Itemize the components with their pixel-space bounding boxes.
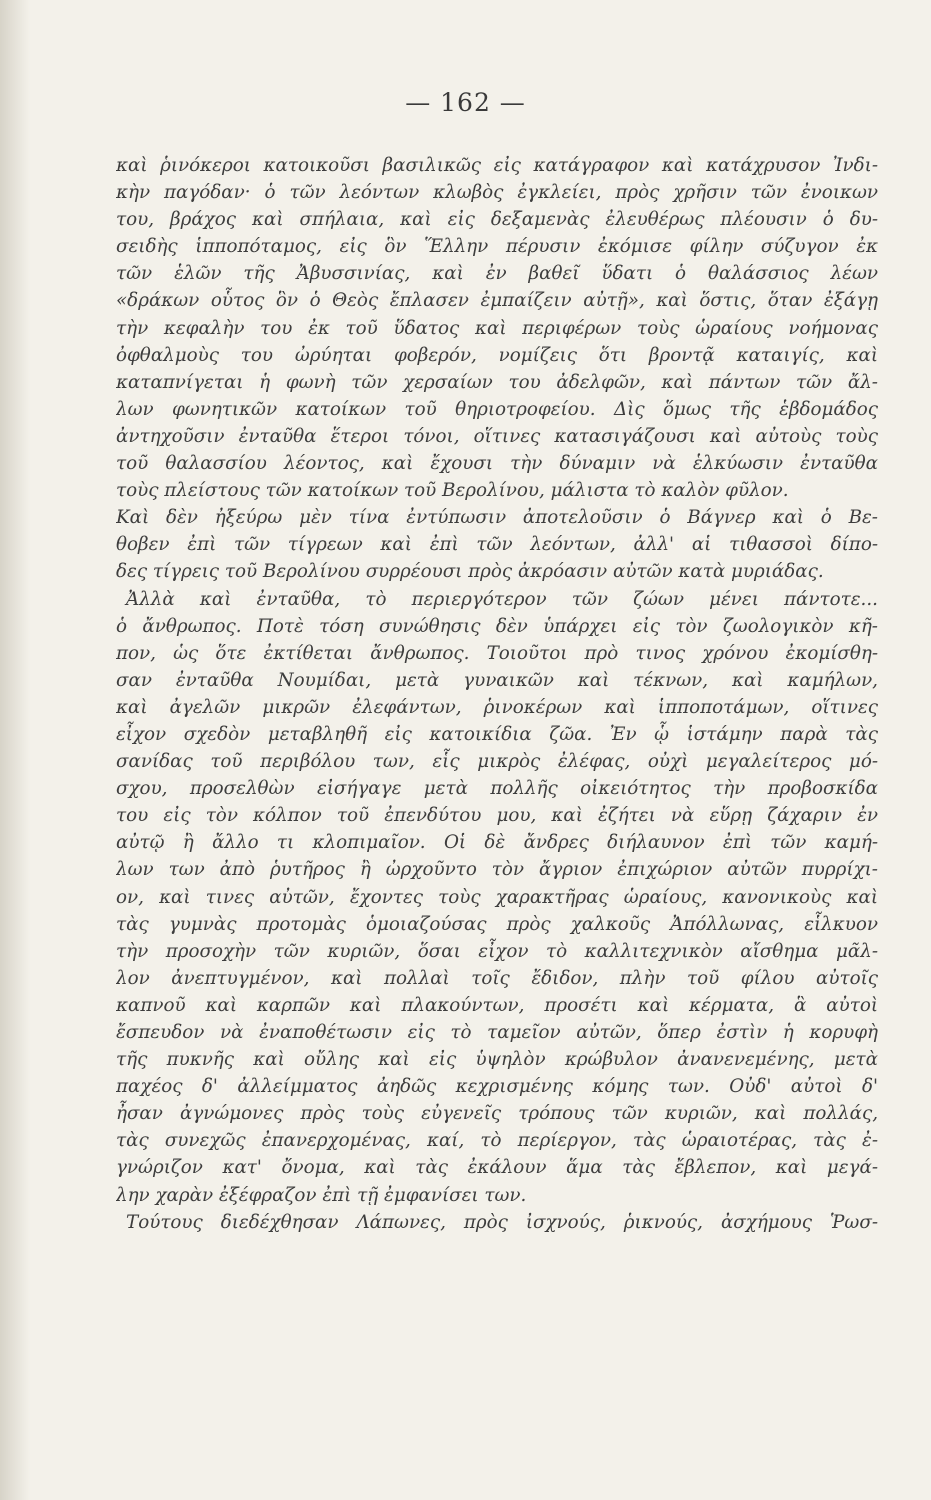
text-line: του, βράχος καὶ σπήλαια, καὶ εἰς δεξαμενὰς ἐλευθέρως πλέουσιν ὁ δυ- (116, 209, 878, 231)
text-line: τοὺς πλείστους τῶν κατοίκων τοῦ Βερολίνου, μάλιστα τὸ καλὸν φῦλον. (116, 480, 789, 502)
text-line: Καὶ δὲν ἠξεύρω μὲν τίνα ἐντύπωσιν ἀποτελοῦσιν ὁ Βάγνερ καὶ ὁ Βε- (116, 507, 878, 529)
text-line: θοβεν ἐπὶ τῶν τίγρεων καὶ ἐπὶ τῶν λεόντων, ἀλλ' αἱ τιθασσοὶ δίπο- (116, 534, 878, 556)
text-line: λην χαρὰν ἐξέφραζον ἐπὶ τῇ ἐμφανίσει των. (116, 1184, 527, 1206)
text-line: τὰς συνεχῶς ἐπανερχομένας, καί, τὸ περίεργον, τὰς ὡραιοτέρας, τὰς ἐ- (116, 1130, 878, 1152)
text-line: καὶ ἀγελῶν μικρῶν ἐλεφάντων, ῥινοκέρων καὶ ἱπποποτάμων, οἵτινες (116, 696, 878, 718)
page-gutter-shadow (0, 0, 30, 1500)
text-line: τῶν ἑλῶν τῆς Ἀβυσσινίας, καὶ ἐν βαθεῖ ὕδατι ὁ θαλάσσιος λέων (116, 263, 878, 285)
text-line: ον, καὶ τινες αὐτῶν, ἔχοντες τοὺς χαρακτῆρας ὡραίους, κανονικοὺς καὶ (116, 886, 878, 908)
text-line: σανίδας τοῦ περιβόλου των, εἷς μικρὸς ἐλέφας, οὐχὶ μεγαλείτερος μό- (116, 751, 878, 773)
text-line: καὶ ῥινόκεροι κατοικοῦσι βασιλικῶς εἰς κατάγραφον καὶ κατάχρυσον Ἰνδι- (116, 155, 878, 176)
text-line: εἶχον σχεδὸν μεταβληθῆ εἰς κατοικίδια ζῶα. Ἐν ᾧ ἱστάμην παρὰ τὰς (116, 723, 878, 745)
text-line: σχου, προσελθὼν εἰσήγαγε μετὰ πολλῆς οἰκειότητος τὴν προβοσκίδα (116, 778, 878, 800)
text-line: γνώριζον κατ' ὄνομα, καὶ τὰς ἐκάλουν ἅμα τὰς ἔβλεπον, καὶ μεγά- (116, 1157, 878, 1179)
page-text-body (116, 152, 878, 1236)
text-line: ὀφθαλμοὺς του ὠρύηται φοβερόν, νομίζεις ὅτι βροντᾷ καταιγίς, καὶ (116, 344, 878, 366)
text-line: Τούτους διεδέχθησαν Λάπωνες, πρὸς ἰσχνούς, ῥικνούς, ἀσχήμους Ῥωσ- (126, 1211, 878, 1233)
text-line: «δράκων οὗτος ὃν ὁ Θεὸς ἔπλασεν ἐμπαίζειν αὐτῇ», καὶ ὅστις, ὅταν ἐξάγῃ (116, 290, 878, 312)
text-line: αὐτῷ ἢ ἄλλο τι κλοπιμαῖον. Οἱ δὲ ἄνδρες διήλαυνον ἐπὶ τῶν καμή- (116, 832, 878, 854)
page-number: — 162 — (405, 88, 526, 117)
text-line: τὴν προσοχὴν τῶν κυριῶν, ὅσαι εἶχον τὸ καλλιτεχνικὸν αἴσθημα μᾶλ- (116, 940, 878, 962)
text-line: λον ἀνεπτυγμένον, καὶ πολλαὶ τοῖς ἔδιδον, πλὴν τοῦ φίλου αὐτοῖς (116, 967, 878, 989)
text-line: λων των ἀπὸ ῥυτῆρος ἢ ὠρχοῦντο τὸν ἄγριον ἐπιχώριον αὐτῶν πυρρίχι- (116, 859, 878, 881)
text-line: ἔσπευδον νὰ ἐναποθέτωσιν εἰς τὸ ταμεῖον αὐτῶν, ὅπερ ἐστὶν ἡ κορυφὴ (116, 1022, 878, 1043)
text-line: Ἀλλὰ καὶ ἐνταῦθα, τὸ περιεργότερον τῶν ζώων μένει πάντοτε... (126, 588, 878, 610)
text-line: καπνοῦ καὶ καρπῶν καὶ πλακούντων, προσέτι καὶ κέρματα, ἃ αὐτοὶ (116, 994, 878, 1016)
text-line: ὁ ἄνθρωπος. Ποτὲ τόση συνώθησις δὲν ὑπάρχει εἰς τὸν ζωολογικὸν κῆ- (116, 615, 878, 637)
text-line: τὴν κεφαλὴν του ἐκ τοῦ ὕδατος καὶ περιφέρων τοὺς ὡραίους νοήμονας (116, 317, 878, 339)
text-line: σειδὴς ἱπποπόταμος, εἰς ὃν Ἕλλην πέρυσιν ἐκόμισε φίλην σύζυγον ἐκ (116, 236, 878, 258)
text-line: σαν ἐνταῦθα Νουμίδαι, μετὰ γυναικῶν καὶ τέκνων, καὶ καμήλων, (116, 669, 878, 691)
text-line: του εἰς τὸν κόλπον τοῦ ἐπενδύτου μου, καὶ ἐζήτει νὰ εὕρῃ ζάχαριν ἐν (116, 805, 878, 827)
text-line: πον, ὡς ὅτε ἐκτίθεται ἄνθρωπος. Τοιοῦτοι πρὸ τινος χρόνου ἐκομίσθη- (116, 642, 878, 664)
text-line: καταπνίγεται ἡ φωνὴ τῶν χερσαίων του ἀδελφῶν, καὶ πάντων τῶν ἄλ- (116, 371, 878, 393)
text-line: τοῦ θαλασσίου λέοντος, καὶ ἔχουσι τὴν δύναμιν νὰ ἑλκύωσιν ἐνταῦθα (116, 453, 878, 475)
text-line: τὰς γυμνὰς προτομὰς ὁμοιαζούσας πρὸς χαλκοῦς Ἀπόλλωνας, εἷλκυον (116, 913, 878, 935)
text-line: τῆς πυκνῆς καὶ οὔλης καὶ εἰς ὑψηλὸν κρώβυλον ἀνανενεμένης, μετὰ (116, 1049, 878, 1071)
text-line: ἦσαν ἀγνώμονες πρὸς τοὺς εὐγενεῖς τρόπους τῶν κυριῶν, καὶ πολλάς, (116, 1103, 878, 1125)
text-line: ἀντηχοῦσιν ἐνταῦθα ἕτεροι τόνοι, οἵτινες κατασιγάζουσι καὶ αὐτοὺς τοὺς (116, 425, 878, 447)
text-line: δες τίγρεις τοῦ Βερολίνου συρρέουσι πρὸς ἀκρόασιν αὐτῶν κατὰ μυριάδας. (116, 561, 824, 583)
text-line: παχέος δ' ἀλλείμματος ἀηδῶς κεχρισμένης κόμης των. Οὐδ' αὐτοὶ δ' (116, 1076, 878, 1098)
text-line: λων φωνητικῶν κατοίκων τοῦ θηριοτροφείου. Δὶς ὅμως τῆς ἑβδομάδος (116, 398, 878, 420)
text-line: κὴν παγόδαν· ὁ τῶν λεόντων κλωβὸς ἐγκλείει, πρὸς χρῆσιν τῶν ἐνοικων (116, 182, 878, 204)
